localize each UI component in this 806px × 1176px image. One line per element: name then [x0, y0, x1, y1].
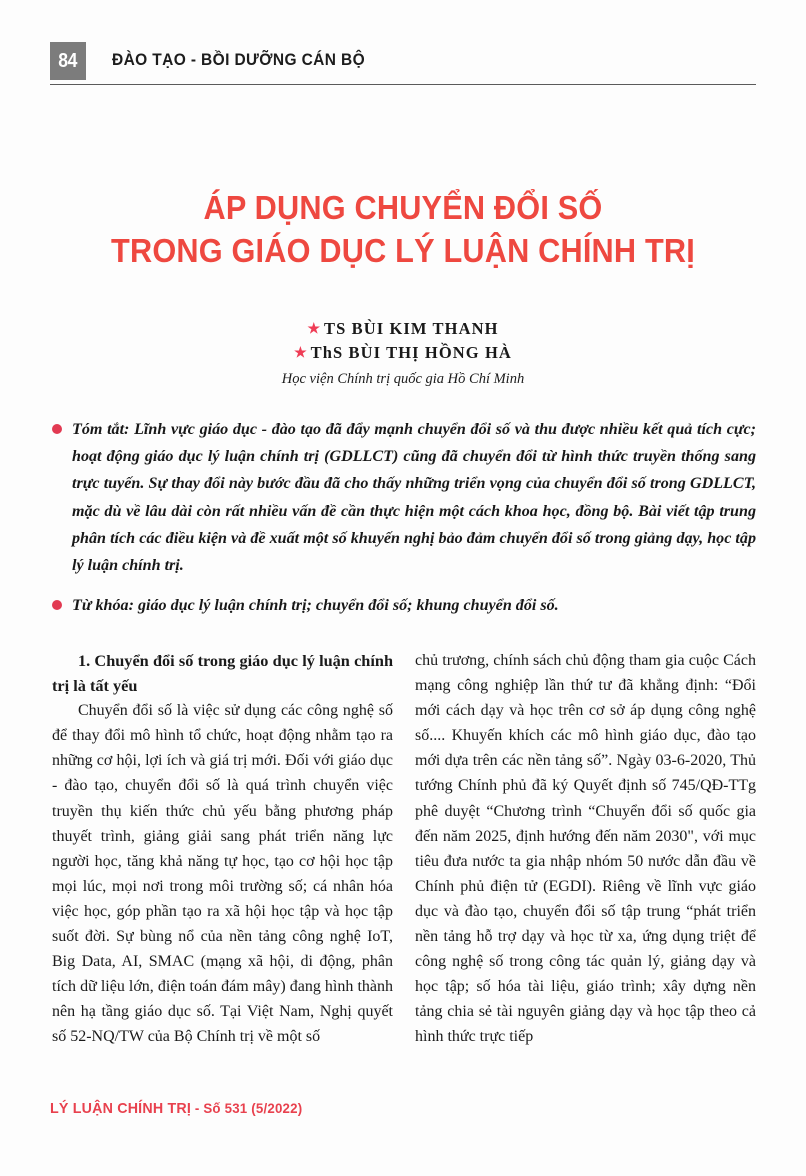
author-affiliation: Học viện Chính trị quốc gia Hồ Chí Minh — [281, 371, 525, 387]
footer-journal-name: LÝ LUẬN CHÍNH TRỊ — [50, 1100, 191, 1117]
star-icon: ★ — [294, 346, 307, 361]
keywords-text: Từ khóa: giáo dục lý luận chính trị; chuyển đổi số; khung chuyển đổi số. — [72, 597, 559, 614]
article-title — [60, 186, 746, 272]
running-header-title: ĐÀO TẠO - BỒI DƯỠNG CÁN BỘ — [112, 51, 366, 69]
keywords-block — [52, 592, 756, 619]
header-divider-rule — [50, 84, 756, 85]
right-column — [415, 648, 756, 1068]
bullet-dot-icon — [52, 600, 62, 610]
author-line-2 — [60, 342, 746, 366]
article-title-line-2: TRONG GIÁO DỤC LÝ LUẬN CHÍNH TRỊ — [111, 232, 695, 269]
abstract-block — [52, 416, 756, 579]
page-number: 84 — [58, 49, 78, 72]
page-footer — [50, 1100, 302, 1117]
abstract-paragraph — [52, 416, 756, 579]
author-name-2: ThS BÙI THỊ HỒNG HÀ — [310, 343, 512, 362]
footer-issue: - Số 531 (5/2022) — [190, 1100, 303, 1116]
page-number-badge — [50, 42, 86, 80]
article-title-line-1: ÁP DỤNG CHUYỂN ĐỔI SỐ — [203, 189, 603, 226]
keywords-paragraph — [52, 592, 756, 619]
author-line-1 — [60, 318, 746, 342]
abstract-text: Tóm tắt: Lĩnh vực giáo dục - đào tạo đã đẩy mạnh chuyển đổi số và thu được nhiều kết quả tích cực; hoạt động giáo dục lý luận chính trị (GDLLCT) cũng đã chuyển đổi từ hình thức truyền thống sang trực tuyến. Sự thay đổi này bước đầu đã cho thấy những triển vọng của chuyển đổi số trong GDLLCT, mặc dù về lâu dài còn rất nhiều vấn đề cần thực hiện một cách khoa học, đồng bộ. Bài viết tập trung phân tích các điều kiện và đề xuất một số khuyến nghị bảo đảm chuyển đổi số trong giảng dạy, học tập lý luận chính trị. — [72, 421, 756, 575]
bullet-dot-icon — [52, 424, 62, 434]
running-header — [50, 42, 756, 88]
star-icon: ★ — [307, 322, 320, 337]
body-paragraph-right: chủ trương, chính sách chủ động tham gia cuộc Cách mạng công nghiệp lần thứ tư đã khẳng định: “Đổi mới cách dạy và học trên cơ sở áp dụng công nghệ số.... Khuyến khích các mô hình giáo dục, đào tạo mới dựa trên các nền tảng số”. Ngày 03-6-2020, Thủ tướng Chính phủ đã ký Quyết định số 745/QĐ-TTg phê duyệt “Chương trình “Chuyển đổi số quốc gia đến năm 2025, định hướng đến năm 2030", với mục tiêu đưa nước ta gia nhập nhóm 50 nước dẫn đầu về Chính phủ điện tử (EGDI). Riêng về lĩnh vực giáo dục và đào tạo, chuyển đổi số tập trung “phát triển nền tảng hỗ trợ dạy và học từ xa, ứng dụng triệt để công nghệ số trong công tác quản lý, giảng dạy và học tập; số hóa tài liệu, giáo trình; xây dựng nền tảng chia sẻ tài nguyên giảng dạy và học tập theo cả hình thức trực tiếp — [415, 652, 756, 1046]
author-name-1: TS BÙI KIM THANH — [324, 319, 499, 338]
left-column — [52, 648, 393, 1068]
section-heading: 1. Chuyển đổi số trong giáo dục lý luận chính trị là tất yếu — [52, 651, 393, 696]
author-block — [60, 318, 746, 390]
body-columns — [52, 648, 756, 1068]
body-paragraph-left: Chuyển đổi số là việc sử dụng các công nghệ số để thay đổi mô hình tổ chức, hoạt động nhằm tạo ra những cơ hội, lợi ích và giá trị mới. Đối với giáo dục - đào tạo, chuyển đổi số là quá trình chuyển việc truyền thụ kiến thức chủ yếu bằng phương pháp thuyết trình, giảng giải sang phát triển năng lực người học, tăng khả năng tự học, tạo cơ hội học tập mọi lúc, mọi nơi trong môi trường số; cá nhân hóa việc học, góp phần tạo ra xã hội học tập và học tập suốt đời. Sự bùng nổ của nền tảng công nghệ IoT, Big Data, AI, SMAC (mạng xã hội, di động, phân tích dữ liệu lớn, điện toán đám mây) đang hình thành nên hạ tầng giáo dục số. Tại Việt Nam, Nghị quyết số 52-NQ/TW của Bộ Chính trị về một số — [52, 702, 393, 1046]
